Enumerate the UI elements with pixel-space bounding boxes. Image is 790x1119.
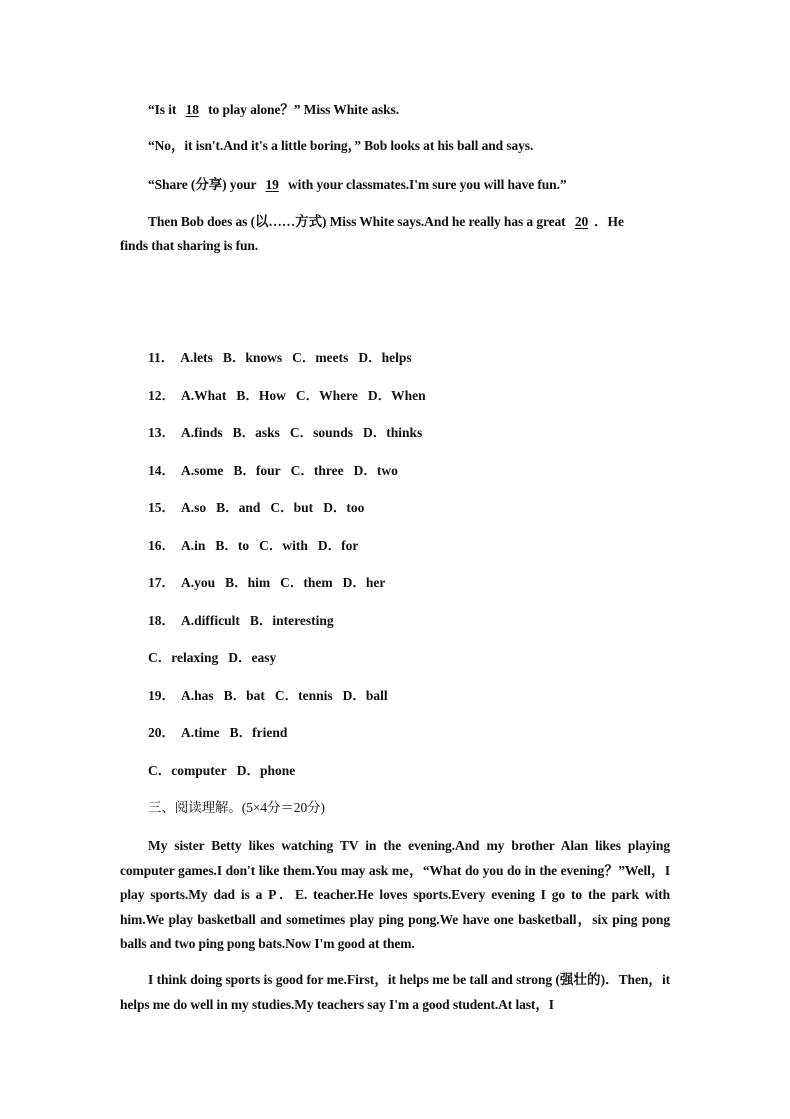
answer-choice: C．sounds [289,425,353,440]
answer-choice: B．and [216,500,261,515]
answer-choice: C．computer [148,762,227,778]
answer-choice: A.What [181,387,227,403]
answer-choice: C．meets [292,350,349,365]
answer-choice: A.in [181,537,206,553]
answer-choice: D．easy [228,650,277,665]
answer-choice: D．too [323,500,365,515]
passage-line-18: “Is it 18 to play alone？” Miss White asks. [148,102,399,117]
question-number: 16． [148,537,175,553]
question-number: 14． [148,462,175,478]
answer-choice: A.you [181,575,216,590]
reading-paragraph-1: My sister Betty likes watching TV in the evening.And my brother Alan likes playing computer games.I don't like them.You may ask me，“What do you do in the evening？”Well，I play sports.My dad is a P．E. teacher.He loves sports.Every evening I go to the park with him.We play basketball and sometimes play ping pong.We have one basketball，six ping pong balls and two ping pong bats.Now I'm good at them. [120,838,670,951]
answer-choice: B．asks [232,425,280,440]
question-number: 18． [148,612,175,628]
answer-choice: A.time [181,725,220,740]
answer-choice: D．thinks [362,425,423,440]
option-row [148,612,344,630]
question-number: 17． [148,575,175,590]
answer-choice: B．knows [222,350,283,365]
answer-choice: B．four [233,462,281,478]
answer-choice: A.some [181,462,224,478]
question-number: 20． [148,725,175,740]
option-row [148,649,286,667]
option-row [148,762,305,780]
blank-19: 19 [265,177,279,192]
answer-choice: A.difficult [181,612,240,628]
passage-line-end: finds that sharing is fun. [120,238,259,253]
section3-heading: 三、阅读理解。(5×4分＝20分) [148,800,325,815]
option-row [148,499,374,517]
blank-18: 18 [185,102,199,117]
answer-choice: A.lets [180,350,213,365]
option-row [148,687,398,705]
answer-choice: B．How [236,387,286,403]
answer-choice: C．three [290,462,344,478]
question-number: 13． [148,425,175,440]
answer-choice: B．friend [229,725,288,740]
answer-choice: B．bat [223,687,265,703]
answer-choice: D．for [317,537,359,553]
passage-line-bob: “No，it isn't.And it's a little boring，” Bob looks at his ball and says. [148,138,534,153]
answer-choice: C．with [259,537,308,553]
answer-choice: B．him [225,575,271,590]
answer-choice: A.so [181,500,207,515]
option-row [148,387,436,405]
blank-20: 20 [574,214,589,229]
option-row [148,424,432,442]
passage-line-20: Then Bob does as (以……方式) Miss White says.And he really has a great 20 ．He [148,214,624,229]
answer-choice: D．When [367,387,426,403]
question-number: 12． [148,387,175,403]
answer-choice: C．them [280,575,333,590]
question-number: 15． [148,500,175,515]
answer-choice: B．interesting [249,612,334,628]
answer-choice: A.has [181,687,214,703]
question-number: 11． [148,350,175,365]
option-row [148,537,368,555]
answer-choice: C．relaxing [148,650,219,665]
option-row [148,574,395,592]
question-number: 19． [148,687,175,703]
answer-choice: C．Where [295,387,358,403]
option-row [148,349,422,367]
answer-choice: D．her [342,575,386,590]
answer-choice: A.finds [181,425,223,440]
answer-choice: C．but [270,500,314,515]
answer-choice: C．tennis [274,687,333,703]
answer-choice: D．phone [236,762,296,778]
answer-choice: B．to [215,537,250,553]
answer-choice: D．ball [342,687,388,703]
option-row [148,724,297,742]
answer-choice: D．helps [358,350,412,365]
option-row [148,462,408,480]
answer-choice: D．two [353,462,398,478]
passage-line-19: “Share (分享) your 19 with your classmates.I'm sure you will have fun.” [148,177,567,192]
reading-paragraph-2: I think doing sports is good for me.First，it helps me be tall and strong (强壮的)．Then，it helps me do well in my studies.My teachers say I'm a good student.At last，I [120,972,670,1012]
